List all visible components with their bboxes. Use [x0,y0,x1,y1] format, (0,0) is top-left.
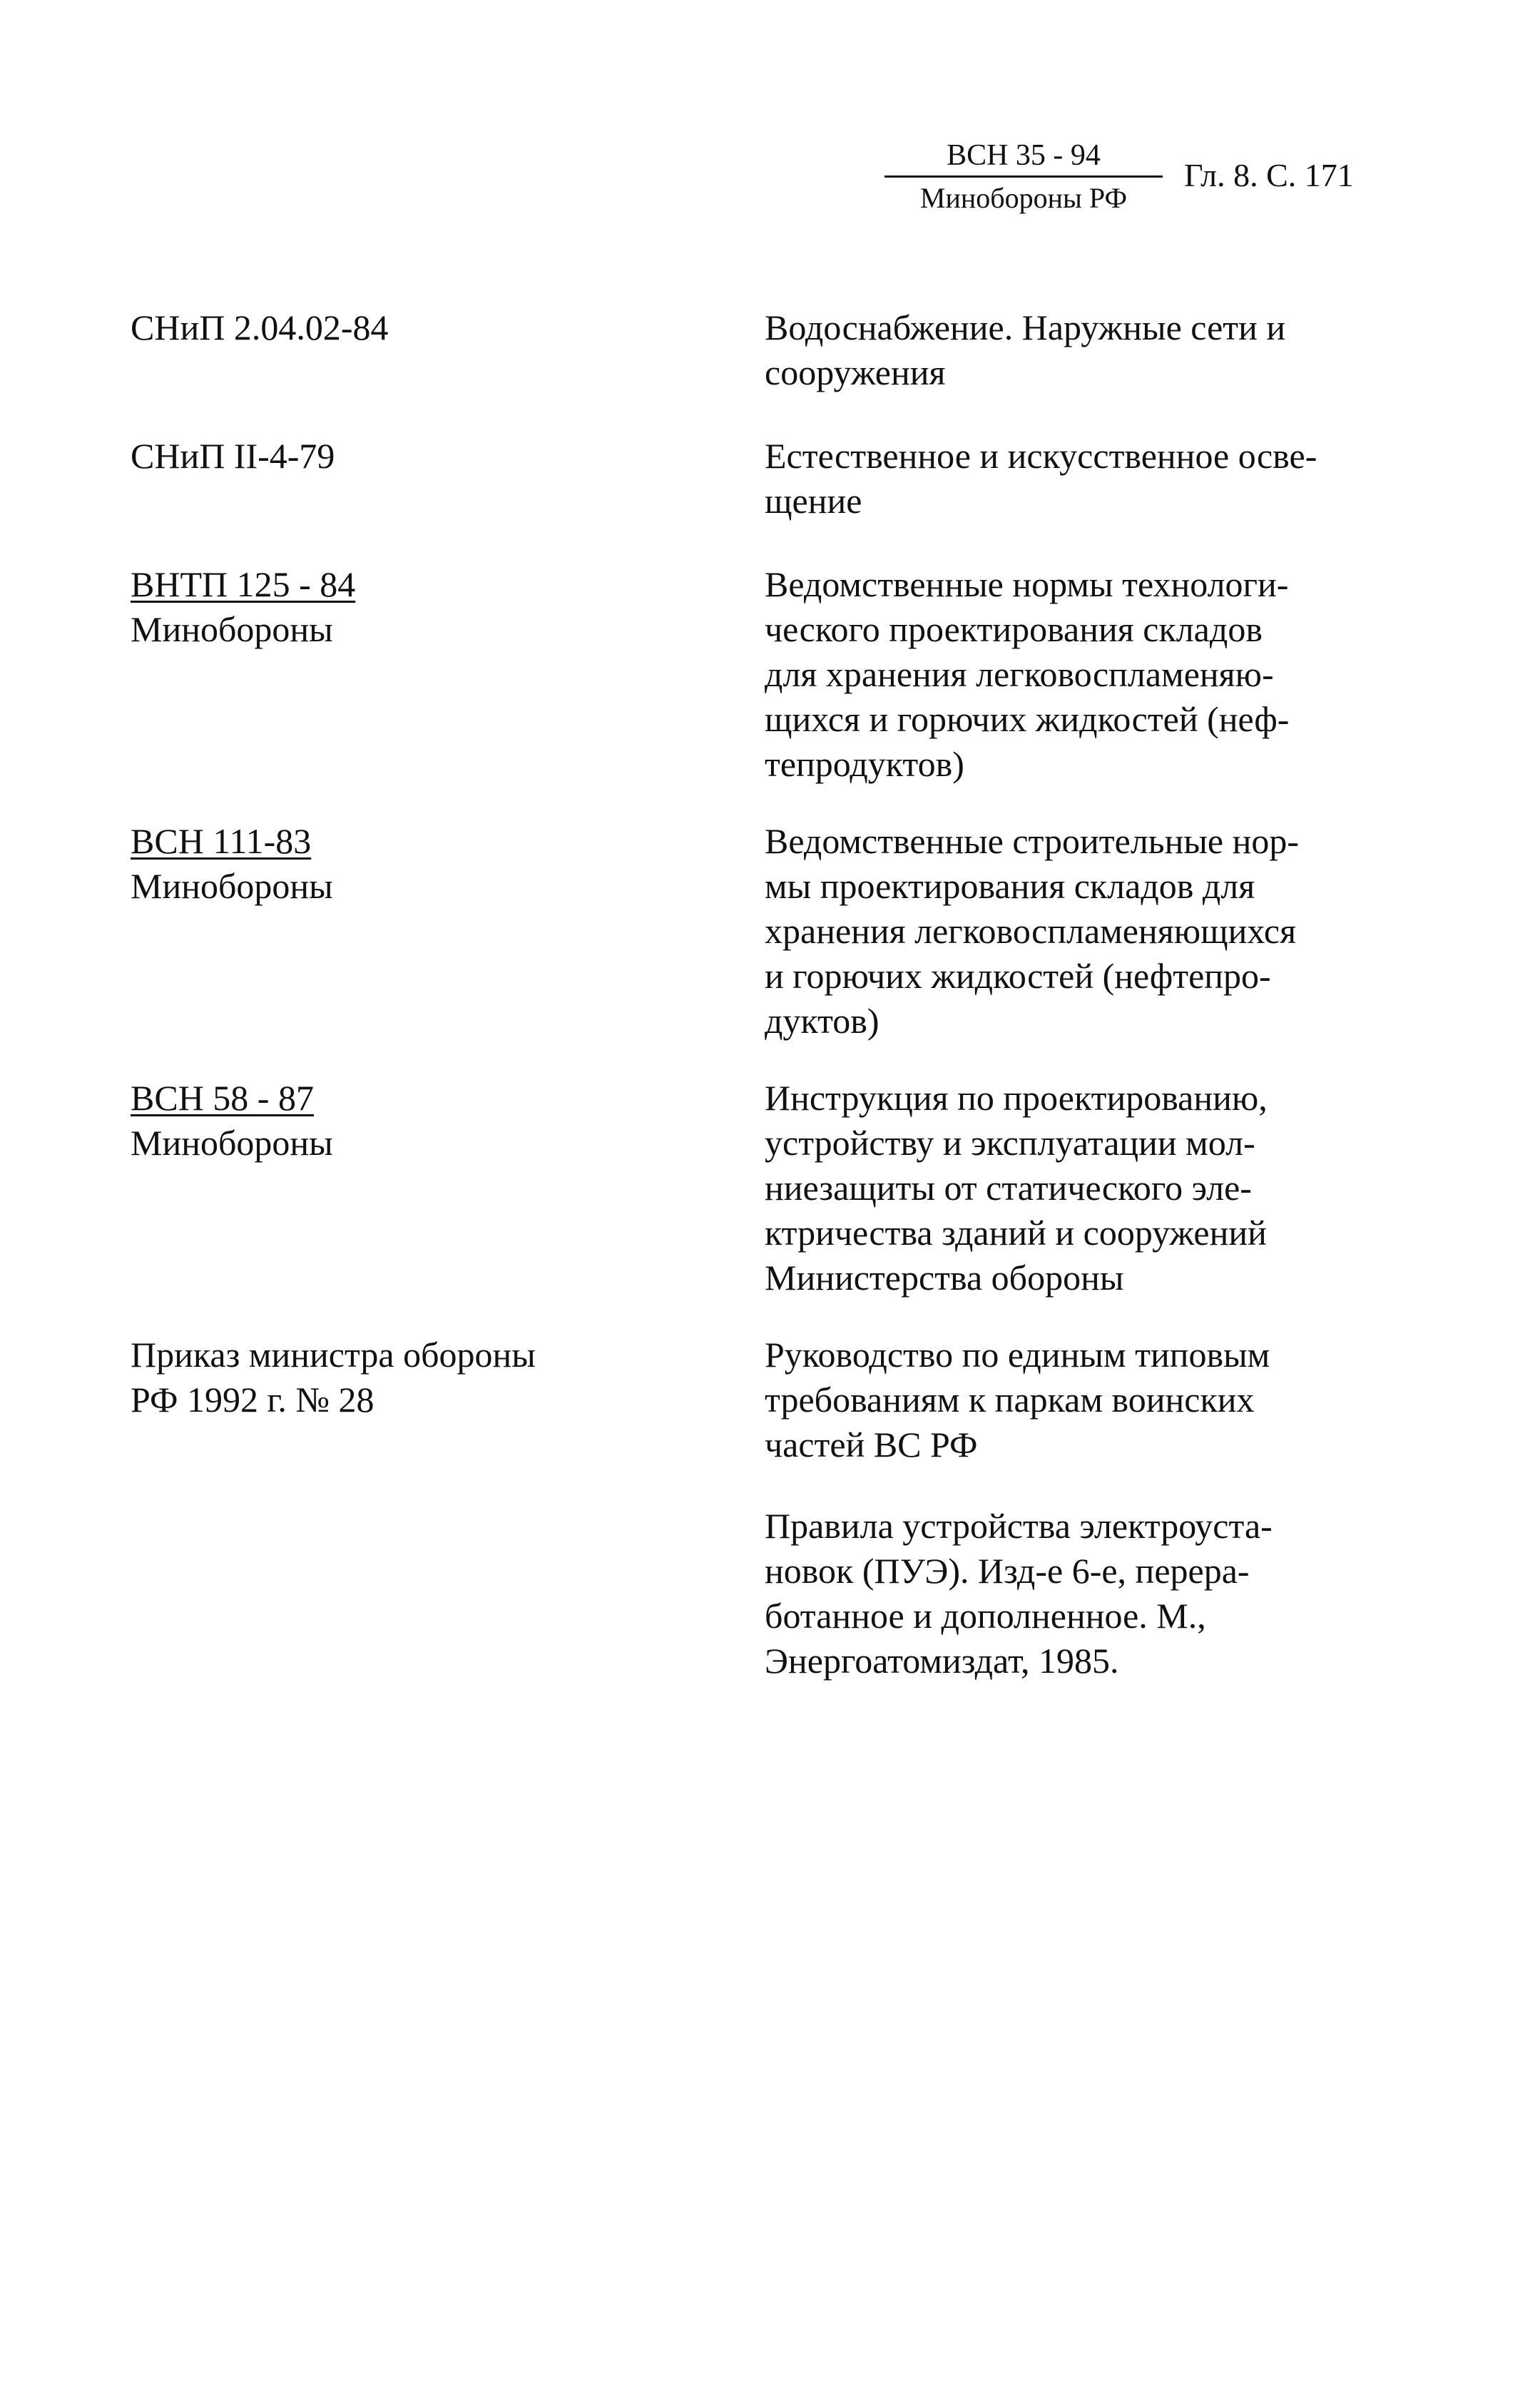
entry-org: РФ 1992 г. № 28 [131,1380,374,1420]
entry-org: Минобороны [131,1123,333,1163]
entry-title: Инструкция по проектированию, устройству и эксплуатации мол- ниезащиты от статического эле- ктричества зданий и сооружений Министерства обороны [765,1078,1268,1298]
entry-org: Минобороны [131,866,333,906]
header-org: Минобороны РФ [919,182,1128,214]
entry-code: ВСН 111-83 [131,821,312,861]
header-fraction-rule [884,175,1163,178]
header-document-designation [884,137,1163,216]
entry-code: ВСН 58 - 87 [131,1078,314,1118]
entry-designation [131,1333,673,1422]
entry-title: Руководство по единым типовым требованиям к паркам воинских частей ВС РФ [765,1335,1270,1464]
entry-title: Ведомственные строительные нор- мы проектирования складов для хранения легковоспламеняющихся и горючих жидкостей (нефтепро- дуктов) [765,821,1300,1041]
entry-code: СНиП II-4-79 [131,436,335,476]
page-header [884,137,1412,230]
entry-title: Ведомственные нормы технологи- ческого проектирования складов для хранения легковоспламеняю- щихся и горючих жидкостей (неф- тепродуктов) [765,564,1290,784]
entry-designation [131,1076,673,1166]
entry-title: Водоснабжение. Наружные сети и сооружения [765,307,1286,392]
entry-title: Естественное и искусственное осве- щение [765,436,1317,521]
entry-code: Приказ министра обороны [131,1335,536,1375]
entry-title: Правила устройства электроуста- новок (ПУЭ). Изд-е 6-е, перера- ботанное и дополненное. М., Энергоатомиздат, 1985. [765,1506,1273,1681]
entry-org: Минобороны [131,609,333,649]
entry-code: ВНТП 125 - 84 [131,564,356,604]
entry-designation [131,819,673,909]
entry-code: СНиП 2.04.02-84 [131,307,389,347]
entry-designation [131,305,673,350]
entry-designation [131,434,673,479]
header-page-reference: Гл. 8. С. 171 [1184,157,1354,193]
header-code: ВСН 35 - 94 [947,139,1101,172]
entry-designation [131,562,673,652]
